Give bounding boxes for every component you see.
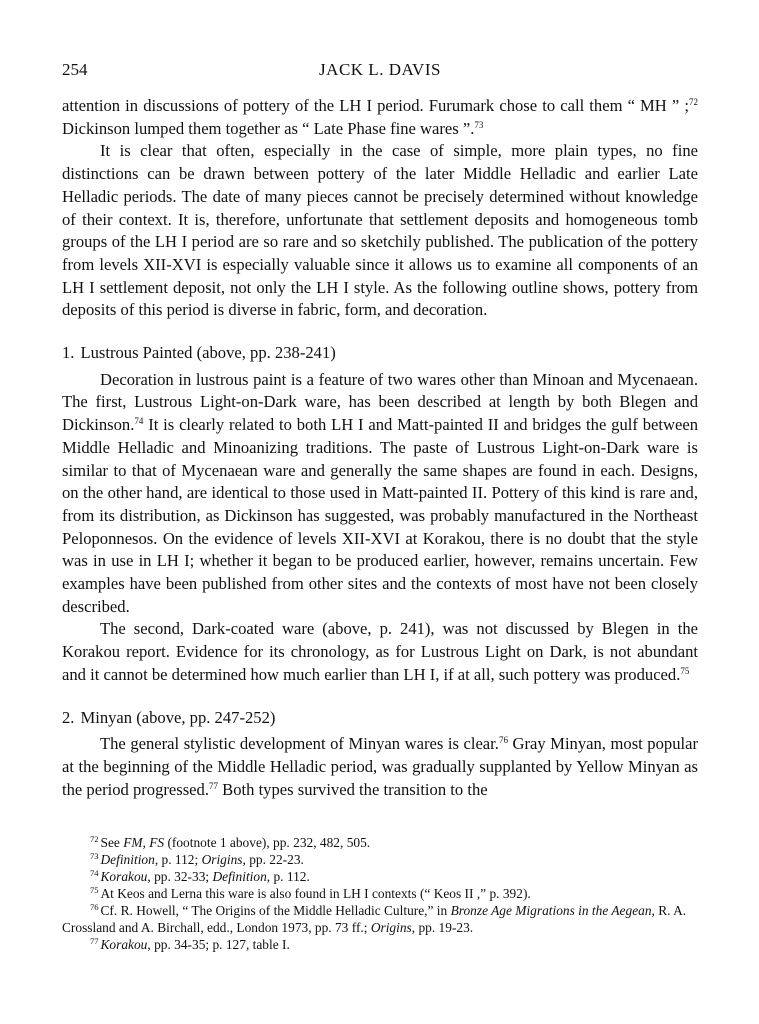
footnote-73-italic-2: Origins xyxy=(201,852,243,867)
page-number: 254 xyxy=(62,60,88,79)
footnote-77-text-a: , pp. 34-35; p. 127, table I. xyxy=(147,937,290,952)
paragraph-5-text-b: Gray Minyan, most popular at the beginning of the Middle Helladic period, was gradually supplanted by Yellow Minyan as the period progressed. xyxy=(62,734,698,799)
footnote-76-text-b: , R. A. Crossland and A. Birchall, edd., London 1973, pp. 73 ff.; xyxy=(62,903,687,935)
footnote-72-text-a: See xyxy=(100,835,124,850)
paragraph-3 xyxy=(62,369,698,619)
section-2-title: Minyan (above, pp. 247-252) xyxy=(80,707,276,727)
footnote-72-text-b: (footnote 1 above), pp. 232, 482, 505. xyxy=(164,835,371,850)
paragraph-2: It is clear that often, especially in the case of simple, more plain types, no fine distinctions can be drawn between pottery of the later Middle Helladic and earlier Late Helladic periods. The date of many pieces cannot be precisely determined without knowledge of their context. It is, therefore, unfortunate that settlement deposits and homogeneous tomb groups of the LH I period are so rare and so sketchily published. The publication of the pottery from levels XII-XVI is especially valuable since it allows us to examine all components of an LH I settlement deposit, not only the LH I style. As the following outline shows, pottery from deposits of this period is diverse in fabric, form, and decoration. xyxy=(62,141,698,320)
footnote-75-text: At Keos and Lerna this ware is also found in LH I contexts (“ Keos II ,” p. 392). xyxy=(100,886,531,901)
footnote-76-text-a: Cf. R. Howell, “ The Origins of the Middle Helladic Culture,” in xyxy=(100,903,451,918)
footnote-74-text-a: , pp. 32-33; xyxy=(147,869,213,884)
footnote-77-mark: 77 xyxy=(90,936,99,946)
footnote-74-italic-1: Korakou xyxy=(100,869,148,884)
footnote-74-mark: 74 xyxy=(90,868,99,878)
footnote-73-text-b: , pp. 22-23. xyxy=(242,852,304,867)
running-head: JACK L. DAVIS xyxy=(319,60,441,79)
footnote-77 xyxy=(62,936,698,953)
paragraph-5 xyxy=(62,733,698,801)
footnote-76 xyxy=(62,902,698,936)
paragraph-5-text-a: The general stylistic development of Minyan wares is clear. xyxy=(100,734,499,754)
footnote-ref-73: 73 xyxy=(474,119,484,130)
footnotes xyxy=(62,834,698,953)
body-text xyxy=(62,95,698,801)
paragraph-3-text-a: Decoration in lustrous paint is a feature of two wares other than Minoan and Mycenaean. The first, Lustrous Light-on-Dark ware, has been described at length by both Blegen and Dickinson. xyxy=(62,369,698,435)
footnote-ref-74: 74 xyxy=(134,416,144,427)
footnote-73-italic-1: Definition xyxy=(100,852,155,867)
page-header xyxy=(62,60,698,82)
footnote-76-mark: 76 xyxy=(90,902,99,912)
footnote-ref-72: 72 xyxy=(689,97,698,107)
paragraph-4-text-a: The second, Dark-coated ware (above, p. 241), was not discussed by Blegen in the Korakou report. Evidence for its chronology, as for Lustrous Light on Dark, is not abundant and it cannot be determined how much earlier than LH I, if at all, such pottery was produced. xyxy=(62,619,698,684)
footnote-75-mark: 75 xyxy=(90,885,99,895)
paragraph-4 xyxy=(62,618,698,686)
footnote-74-text-b: , p. 112. xyxy=(266,869,310,884)
paragraph-5-text-c: Both types survived the transition to the xyxy=(218,779,488,799)
footnote-73-text-a: , p. 112; xyxy=(154,852,202,867)
paragraph-1-text-a: attention in discussions of pottery of the LH I period. Furumark chose to call them “ MH ” ; xyxy=(62,96,689,115)
paragraph-1 xyxy=(62,95,698,140)
section-heading-1 xyxy=(62,342,698,365)
footnote-73-mark: 73 xyxy=(90,851,99,861)
paragraph-1-text-b: Dickinson lumped them together as “ Late Phase fine wares ”. xyxy=(62,118,475,138)
footnote-76-italic-1: Bronze Age Migrations in the Aegean xyxy=(450,903,652,918)
footnote-72-italic: FM, FS xyxy=(123,835,165,850)
footnote-ref-77: 77 xyxy=(209,780,218,791)
footnote-77-italic: Korakou xyxy=(100,937,148,952)
paragraph-3-text-b: It is clearly related to both LH I and Matt-painted II and bridges the gulf between Middle Helladic and Minoanizing traditions. The paste of Lustrous Light-on-Dark ware is similar to that of Mycenaean ware and generally the same shapes are found in each. Designs, on the other hand, are identical to those used in Matt-painted II. Pottery of this kind is rare and, from its distribution, as Dickinson has suggested, was probably manufactured in the Northeast Peloponnesos. On the evidence of levels XII-XVI at Korakou, there is no doubt that the style was in use in LH I; whether it began to be produced earlier, however, remains uncertain. Few examples have been published from other sites and the contexts of most have not been closely described. xyxy=(62,415,698,616)
footnote-74 xyxy=(62,868,698,885)
section-2-number: 2. xyxy=(62,707,75,727)
footnote-75 xyxy=(62,885,698,902)
section-1-number: 1. xyxy=(62,343,75,363)
footnote-ref-76: 76 xyxy=(498,735,508,746)
footnote-72 xyxy=(62,834,698,851)
footnote-76-italic-2: Origins xyxy=(370,920,412,935)
section-1-title: Lustrous Painted (above, pp. 238-241) xyxy=(80,343,336,363)
footnote-76-text-c: , pp. 19-23. xyxy=(411,920,474,935)
footnote-73 xyxy=(62,851,698,868)
section-heading-2 xyxy=(62,707,698,730)
footnote-ref-75: 75 xyxy=(680,665,690,676)
footnote-74-italic-2: Definition xyxy=(212,869,267,884)
footnote-72-mark: 72 xyxy=(90,834,99,844)
